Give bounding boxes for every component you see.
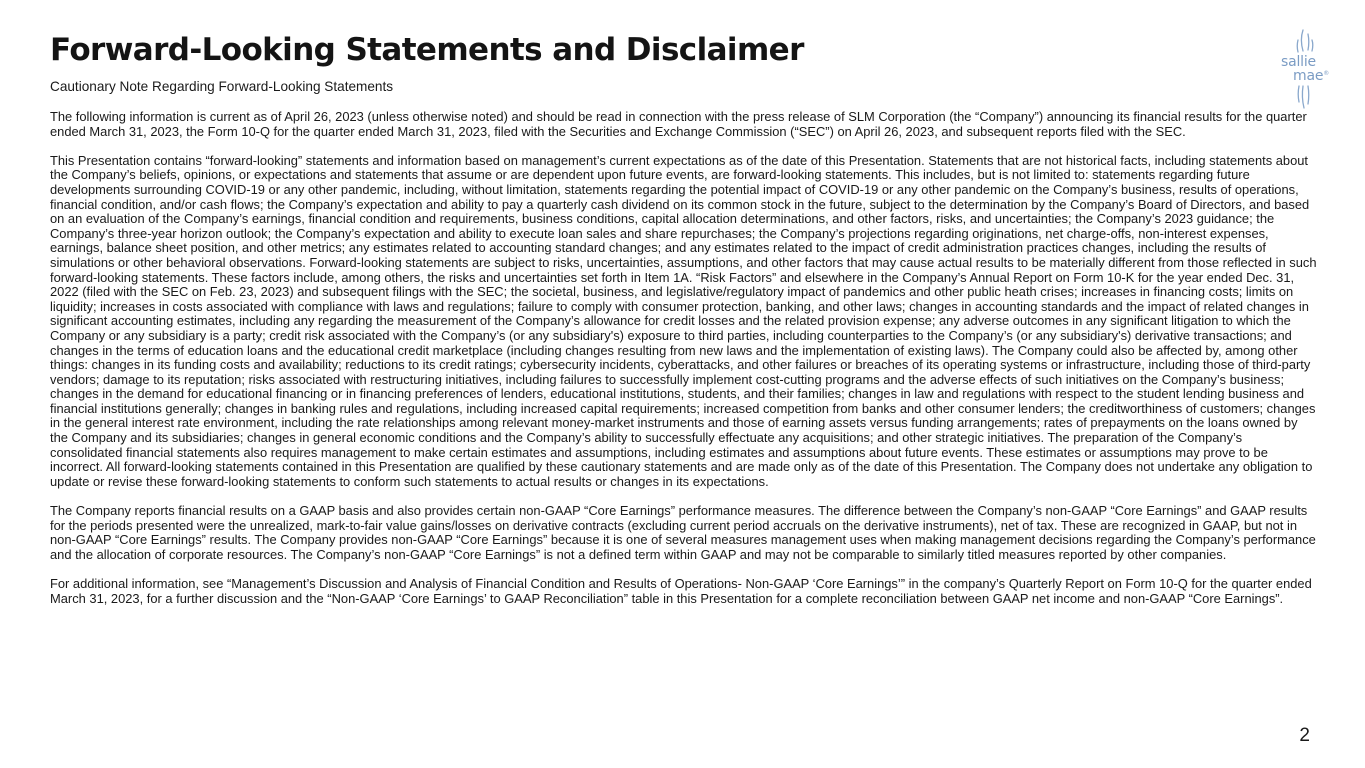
paragraph-intro: The following information is current as of April 26, 2023 (unless otherwise noted) and should be read in connection with the press release of SLM Corporation (the “Company”) announcing its financial results for the quarter ended March 31, 2023, the Form 10-Q for the quarter ended March 31, 2023, filed with the Securities and Exchange Commission (“SEC”) on April 26, 2023, and subsequent reports filed with the SEC.	[50, 109, 1307, 139]
disclaimer-body	[50, 110, 1318, 621]
logo-word-mae: mae®	[1293, 68, 1330, 84]
sallie-mae-logo	[1274, 28, 1338, 110]
page-title: Forward-Looking Statements and Disclaimer	[50, 32, 804, 68]
page-number: 2	[1299, 725, 1310, 746]
paragraph-core-earnings: The Company reports financial results on a GAAP basis and also provides certain non-GAAP “Core Earnings” performance measures. The difference between the Company’s non-GAAP “Core Earnings” and GAAP results for the periods presented were the unrealized, mark-to-fair value gains/losses on derivative contracts (excluding current period accruals on the derivative instruments), net of tax. These are recognized in GAAP, but not in non-GAAP “Core Earnings” results. The Company provides non-GAAP “Core Earnings” because it is one of several measures management uses when making management decisions regarding the Company’s performance and the allocation of corporate resources. The Company’s non-GAAP “Core Earnings” is not a defined term within GAAP and may not be comparable to similarly titled measures reported by other companies.	[50, 503, 1316, 562]
paragraph-additional-info: For additional information, see “Management’s Discussion and Analysis of Financial Condition and Results of Operations- Non-GAAP ‘Core Earnings’” in the company’s Quarterly Report on Form 10-Q for the quarter ended March 31, 2023, for a further discussion and the “Non-GAAP ‘Core Earnings’ to GAAP Reconciliation” table in this Presentation for a complete reconciliation between GAAP net income and non-GAAP “Core Earnings”.	[50, 576, 1312, 606]
registered-mark: ®	[1323, 70, 1330, 77]
logo-word-sallie: sallie	[1281, 54, 1316, 70]
paragraph-forward-looking: This Presentation contains “forward-looking” statements and information based on management’s current expectations as of the date of this Presentation. Statements that are not historical facts, including statements about the Company’s beliefs, opinions, or expectations and statements that assume or are dependent upon future events, are forward-looking statements. This includes, but is not limited to: statements regarding future developments surrounding COVID-19 or any other pandemic, including, without limitation, statements regarding the potential impact of COVID-19 or any other pandemic on the Company’s business, results of operations, financial condition, and/or cash flows; the Company’s expectation and ability to pay a quarterly cash dividend on its common stock in the future, subject to the determination by the Company’s Board of Directors, and based on an evaluation of the Company’s earnings, financial condition and requirements, business conditions, capital allocation determinations, and other factors, risks, and uncertainties; the Company’s 2023 guidance; the Company’s three-year horizon outlook; the Company’s expectation and ability to execute loan sales and share repurchases; the Company’s projections regarding originations, net charge-offs, non-interest expenses, earnings, balance sheet position, and other metrics; any estimates related to accounting standard changes; and any estimates related to the impact of credit administration practices changes, including the results of simulations or other behavioral observations. Forward-looking statements are subject to risks, uncertainties, assumptions, and other factors that may cause actual results to be materially different from those reflected in such forward-looking statements. These factors include, among others, the risks and uncertainties set forth in Item 1A. “Risk Factors” and elsewhere in the Company’s Annual Report on Form 10-K for the year ended Dec. 31, 2022 (filed with the SEC on Feb. 23, 2023) and subsequent filings with the SEC; the societal, business, and legislative/regulatory impact of pandemics and other public heath crises; increases in financing costs; limits on liquidity; increases in costs associated with compliance with laws and regulations; failure to comply with consumer protection, banking, and other laws; changes in accounting standards and the impact of related changes in significant accounting estimates, including any regarding the measurement of the Company’s allowance for credit losses and the related provision expense; any adverse outcomes in any significant litigation to which the Company or any subsidiary is a party; credit risk associated with the Company’s (or any subsidiary's) exposure to third parties, including counterparties to the Company’s (or any subsidiary's) derivative transactions; and changes in the terms of education loans and the educational credit marketplace (including changes resulting from new laws and the implementation of existing laws). The Company could also be affected by, among other things: changes in its funding costs and availability; reductions to its credit ratings; cybersecurity incidents, cyberattacks, and other failures or breaches of its operating systems or infrastructure, including those of third-party vendors; damage to its reputation; risks associated with restructuring initiatives, including failures to successfully implement cost-cutting programs and the adverse effects of such initiatives on the Company’s business; changes in the demand for educational financing or in financing preferences of lenders, educational institutions, students, and their families; changes in law and regulations with respect to the student lending business and financial institutions generally; changes in banking rules and regulations, including increased capital requirements; increased competition from banks and other consumer lenders; the creditworthiness of customers; changes in the general interest rate environment, including the rate relationships among relevant money-market instruments and those of earning assets versus funding arrangements; rates of prepayments on the loans owned by the Company and its subsidiaries; changes in general economic conditions and the Company’s ability to successfully effectuate any acquisitions; and other strategic initiatives. The preparation of the Company’s consolidated financial statements also requires management to make certain estimates and assumptions, including estimates and assumptions about future events. These estimates or assumptions may prove to be incorrect. All forward-looking statements contained in this Presentation are qualified by these cautionary statements and are made only as of the date of this Presentation. The Company does not undertake any obligation to update or revise these forward-looking statements to conform such statements to actual results or changes in its expectations.	[50, 152, 1317, 489]
section-subtitle: Cautionary Note Regarding Forward-Looking Statements	[50, 79, 394, 94]
